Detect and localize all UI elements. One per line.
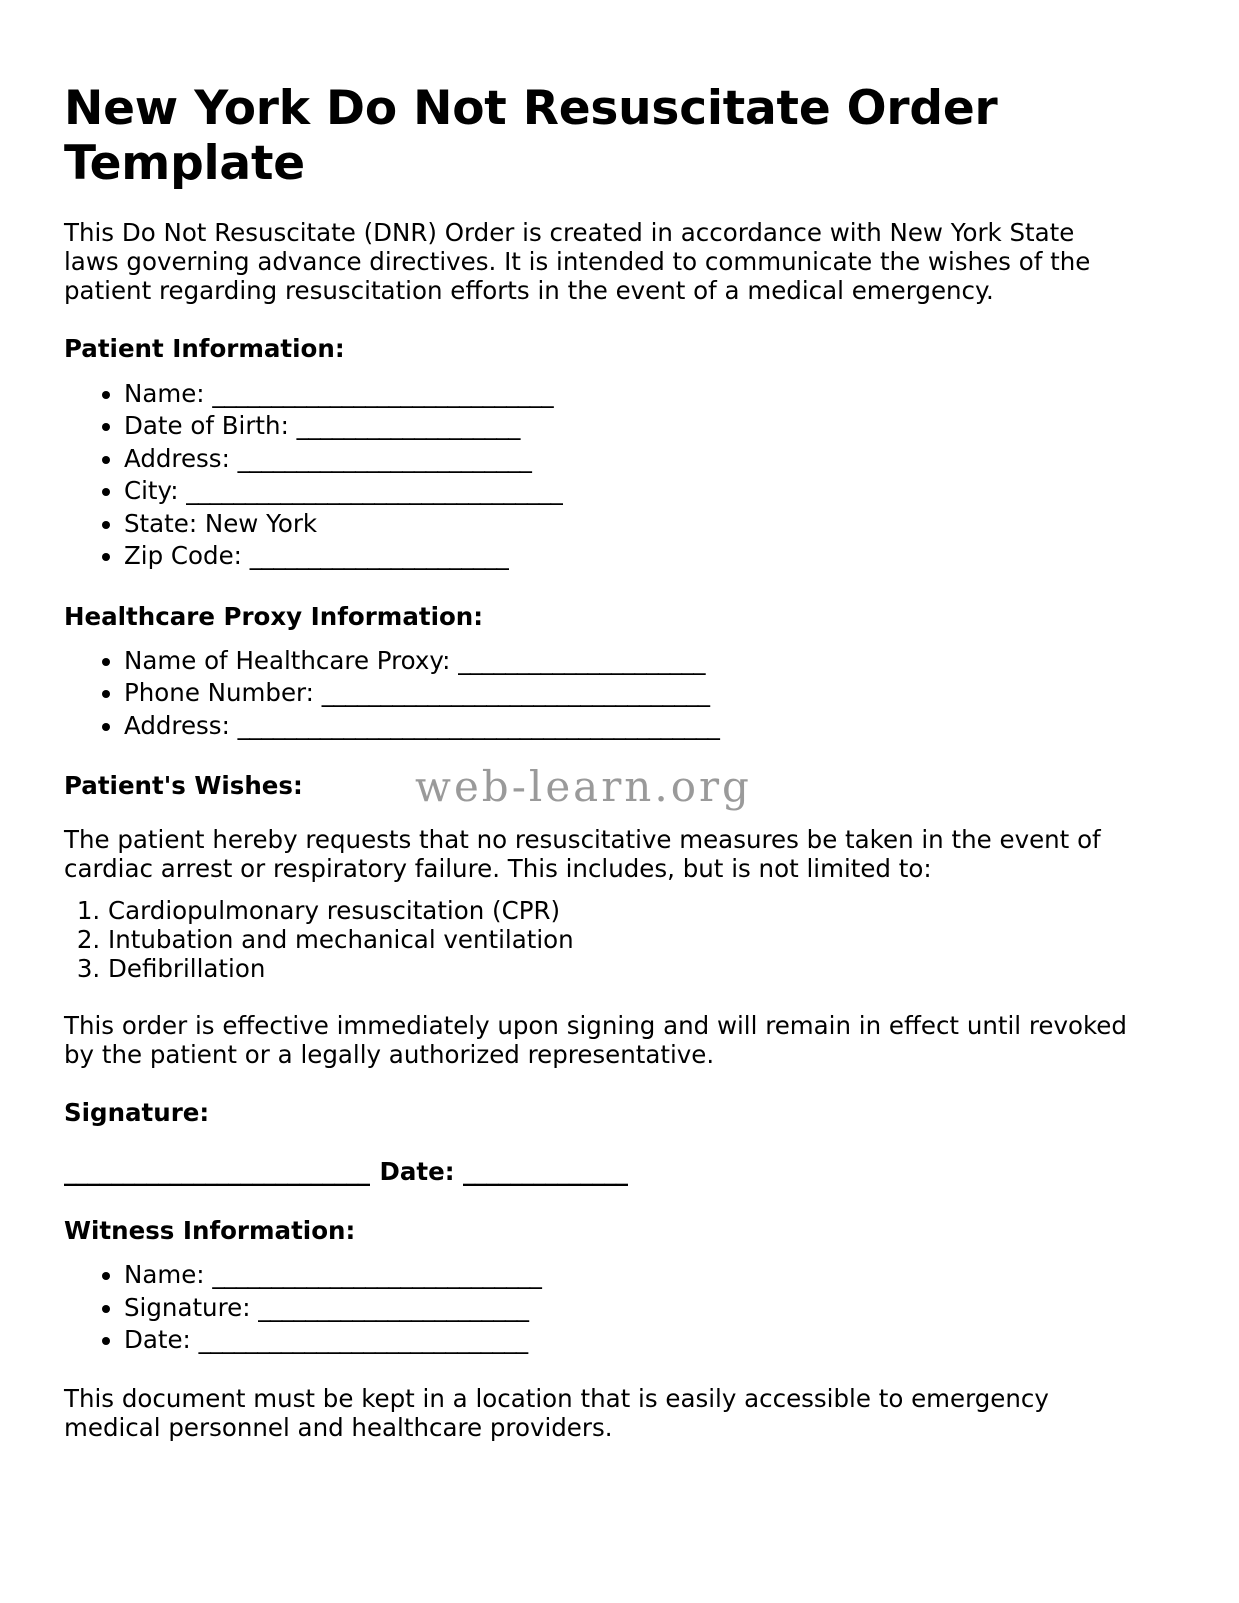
field-label: Signature: <box>124 1292 251 1322</box>
signature-line-row <box>64 1127 1130 1186</box>
list-item <box>124 1259 1130 1291</box>
list-item <box>124 475 1130 507</box>
list-item: 3. Defibrillation <box>108 955 1130 984</box>
signature-date-blank[interactable]: ______________ <box>463 1157 628 1187</box>
section-heading-witness-information: Witness Information: <box>64 1215 356 1245</box>
field-blank[interactable]: _______________________ <box>258 1292 529 1322</box>
effective-note-paragraph: This order is effective immediately upon signing and will remain in effect until revoked by the patient or a legally authorized representative. <box>64 1010 1127 1069</box>
field-label: Date of Birth: <box>124 411 289 441</box>
list-item: 2. Intubation and mechanical ventilation <box>108 926 1130 955</box>
field-blank[interactable]: _________________________________________ <box>237 710 720 740</box>
list-item <box>124 677 1130 709</box>
section-heading-healthcare-proxy-information: Healthcare Proxy Information: <box>64 601 484 631</box>
field-label: Name: <box>124 1260 205 1290</box>
list-item <box>124 443 1130 475</box>
list-item <box>124 540 1130 572</box>
page-title: New York Do Not Resuscitate Order Template <box>64 81 998 191</box>
footer-note-paragraph: This document must be kept in a location that is easily accessible to emergency medical personnel and healthcare providers. <box>64 1383 1049 1442</box>
signature-date-label: Date: <box>379 1157 455 1187</box>
field-label: Name of Healthcare Proxy: <box>124 645 451 675</box>
section-heading-patients-wishes: Patient's Wishes: <box>64 771 303 801</box>
section-heading-signature: Signature: <box>64 1097 210 1127</box>
list-item: 1. Cardiopulmonary resuscitation (CPR) <box>108 897 1130 926</box>
list-item <box>124 378 1130 410</box>
field-blank[interactable]: _____________________ <box>458 645 705 675</box>
field-blank[interactable]: ________________________________ <box>186 476 563 506</box>
patient-information-field-list <box>64 364 1130 573</box>
list-item <box>124 508 1130 540</box>
patients-wishes-intro: The patient hereby requests that no resuscitative measures be taken in the event of cardiac arrest or respiratory failure. This includes, but is not limited to: <box>64 824 1101 883</box>
list-item <box>124 410 1130 442</box>
field-label: Phone Number: <box>124 678 314 708</box>
patients-wishes-list <box>64 883 1130 984</box>
field-label: Address: <box>124 710 230 740</box>
field-blank[interactable]: _________________________ <box>237 443 532 473</box>
field-label: City: <box>124 476 179 506</box>
field-blank[interactable]: ____________________________ <box>198 1325 528 1355</box>
field-blank[interactable]: _____________________________ <box>212 378 554 408</box>
field-label: Name: <box>124 378 205 408</box>
field-blank[interactable]: ____________________________ <box>212 1260 542 1290</box>
field-value: New York <box>204 508 318 538</box>
field-blank[interactable]: ___________________ <box>296 411 520 441</box>
intro-paragraph: This Do Not Resuscitate (DNR) Order is created in accordance with New York State laws governing advance directives. It is intended to communicate the wishes of the patient regarding resuscitation efforts in the event of a medical emergency. <box>64 218 1091 306</box>
list-item <box>124 1324 1130 1356</box>
field-blank[interactable]: _________________________________ <box>321 678 710 708</box>
list-item <box>124 1292 1130 1324</box>
document-content <box>64 0 1130 1442</box>
list-item <box>124 710 1130 742</box>
list-item <box>124 645 1130 677</box>
section-heading-patient-information: Patient Information: <box>64 334 345 364</box>
healthcare-proxy-field-list <box>64 631 1130 742</box>
field-blank[interactable]: ______________________ <box>249 541 509 571</box>
watermark-text: web-learn.org <box>415 762 752 811</box>
field-label: Address: <box>124 443 230 473</box>
field-label: Zip Code: <box>124 541 242 571</box>
signature-blank[interactable]: __________________________ <box>64 1157 370 1187</box>
field-label: Date: <box>124 1325 191 1355</box>
witness-information-field-list <box>64 1245 1130 1356</box>
field-label: State: <box>124 508 198 538</box>
